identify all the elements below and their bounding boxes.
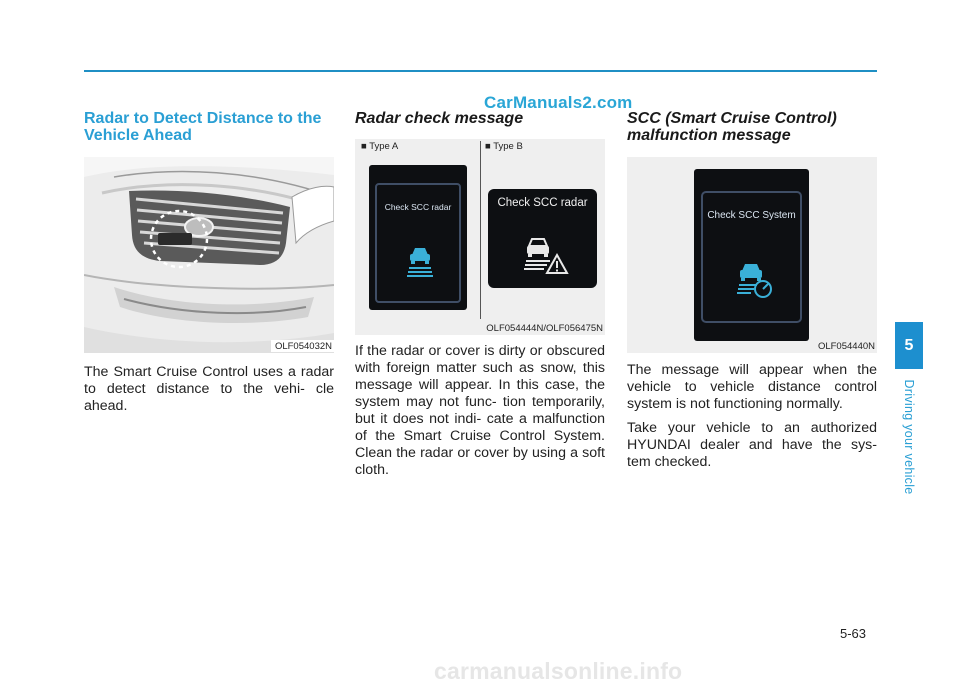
watermark-bottom[interactable]: carmanualsonline.info — [434, 658, 683, 684]
paragraph-malfunction-2: Take your vehicle to an authorized HYUNDAI dealer and have the sys- tem checked. — [627, 420, 877, 470]
paragraph-radar-check: If the radar or cover is dirty or obscured with foreign matter such as snow, this message will appear. In this case, the system may not func- tion temporarily, but it does not indi- cate a malfunction of the Smart Cruise Control System. Clean the radar or cover by using a soft cloth. — [355, 343, 605, 478]
heading-malfunction: SCC (Smart Cruise Control) malfunction message — [627, 110, 837, 144]
cluster-display-frame — [375, 183, 461, 303]
paragraph-malfunction-1: The message will appear when the vehicle to vehicle distance control system is not functioning normally. — [627, 362, 877, 412]
figure-radar-check — [355, 139, 605, 335]
figure-car-front — [84, 157, 334, 353]
column-malfunction — [627, 110, 877, 144]
car-radar-warning-icon — [521, 235, 569, 275]
type-a-label: ■ Type A — [361, 141, 399, 152]
top-rule — [84, 70, 877, 72]
watermark-top[interactable]: CarManuals2.com — [484, 93, 633, 112]
type-b-label: ■ Type B — [485, 141, 523, 152]
chapter-number-tab: 5 — [895, 322, 923, 369]
column-malfunction-body — [627, 362, 877, 471]
heading-radar-check: Radar check message — [355, 110, 524, 127]
paragraph-radar: The Smart Cruise Control uses a radar to detect distance to the vehi- cle ahead. — [84, 364, 334, 414]
column-check-body — [355, 343, 605, 479]
body-malfunction — [627, 362, 877, 471]
figure-malfunction — [627, 157, 877, 353]
car-radar-icon — [405, 243, 435, 277]
column-radar — [84, 110, 334, 144]
screen-a-message: Check SCC radar — [384, 202, 452, 212]
screen-b-message: Check SCC radar — [497, 197, 588, 209]
figure-code-check: OLF054444N/OLF056475N — [486, 323, 603, 334]
heading-radar: Radar to Detect Distance to the Vehicle Ahead — [84, 110, 322, 144]
column-radar-body — [84, 364, 334, 415]
chapter-title-vertical — [902, 378, 916, 496]
column-check — [355, 110, 605, 127]
cluster-display-malfunction — [694, 169, 809, 341]
cluster-display-type-a — [369, 165, 467, 310]
screen-c-message: Check SCC System — [707, 210, 796, 221]
body-radar — [84, 364, 334, 415]
car-scc-malfunction-icon — [733, 259, 773, 299]
cluster-display-frame-c — [701, 191, 802, 323]
car-front-illustration — [84, 157, 334, 353]
cluster-display-type-b — [488, 189, 597, 288]
chapter-title-text: Driving your vehicle — [902, 379, 916, 495]
type-divider — [480, 141, 481, 319]
figure-code-radar: OLF054032N — [271, 340, 334, 352]
body-radar-check — [355, 343, 605, 479]
figure-code-malfunction: OLF054440N — [817, 341, 875, 352]
page-number: 5-63 — [840, 626, 867, 641]
